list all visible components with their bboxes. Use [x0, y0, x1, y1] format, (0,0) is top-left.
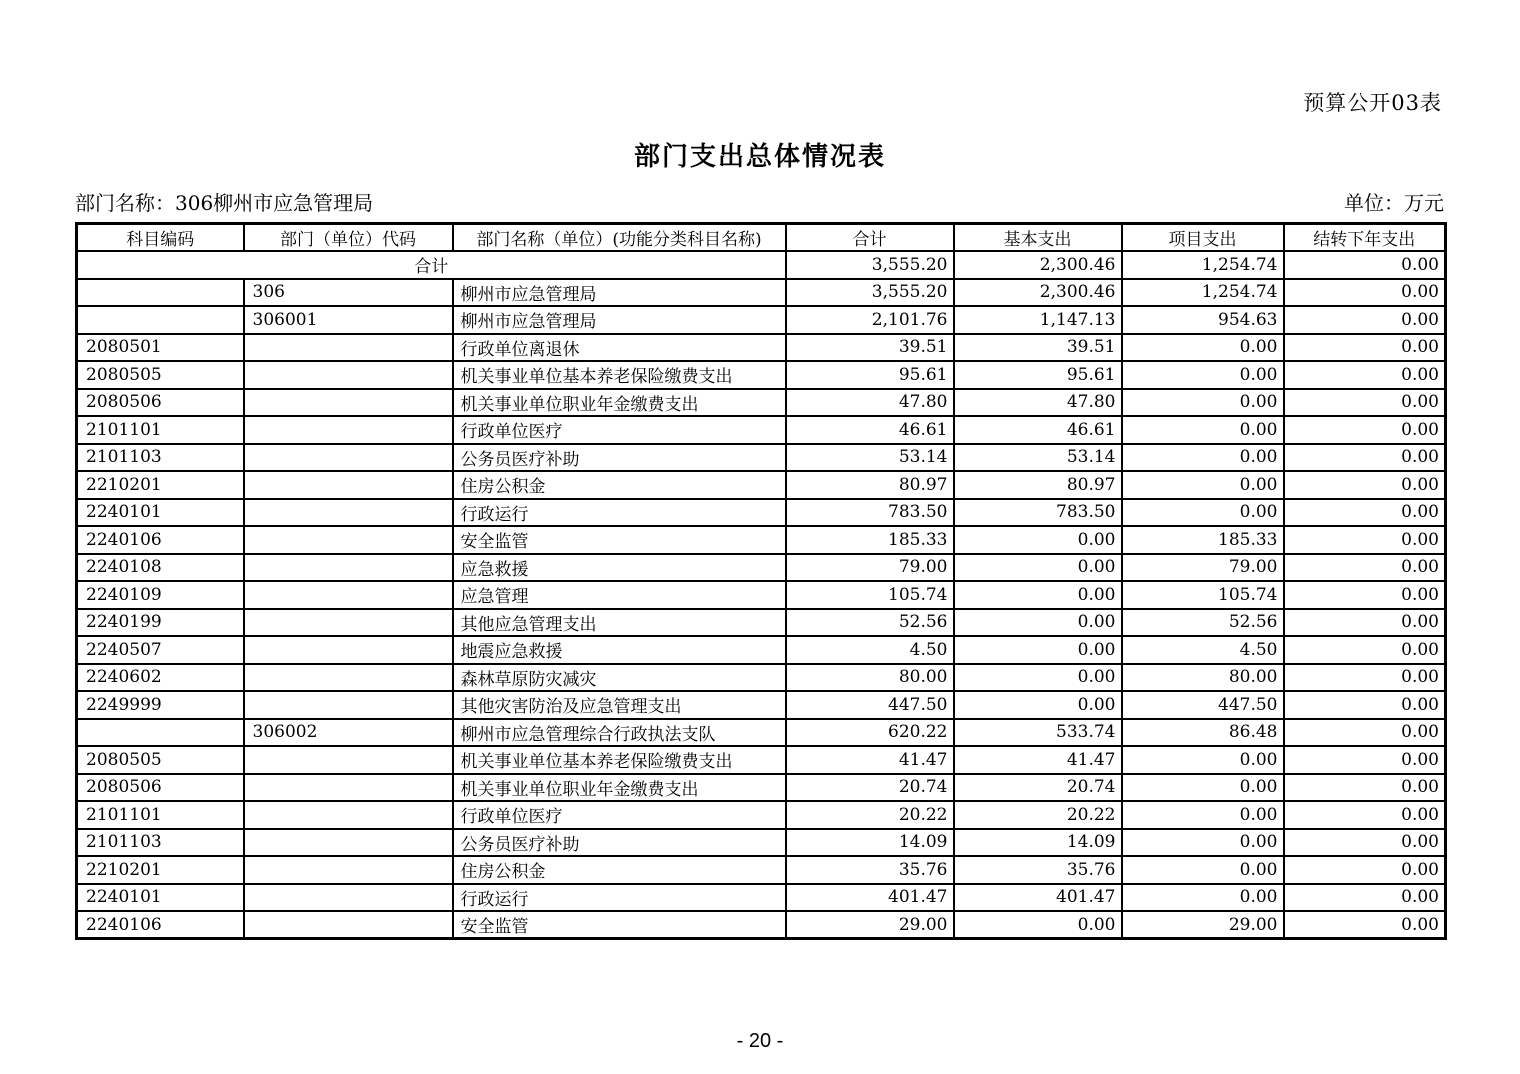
carryover-expense-cell: 0.00 [1284, 306, 1446, 334]
total-amount-cell: 14.09 [786, 829, 954, 857]
total-amount-cell: 2,101.76 [786, 306, 954, 334]
subject-code-cell [77, 306, 244, 334]
dept-code-cell [244, 334, 453, 362]
header-dept-code: 部门（单位）代码 [244, 224, 453, 252]
project-expense-cell: 1,254.74 [1122, 251, 1284, 279]
subject-code-cell: 2101101 [77, 416, 244, 444]
carryover-expense-cell: 0.00 [1284, 334, 1446, 362]
carryover-expense-cell: 0.00 [1284, 829, 1446, 857]
basic-expense-cell: 80.97 [954, 471, 1122, 499]
basic-expense-cell: 14.09 [954, 829, 1122, 857]
carryover-expense-cell: 0.00 [1284, 719, 1446, 747]
dept-code-cell [244, 829, 453, 857]
project-expense-cell: 86.48 [1122, 719, 1284, 747]
total-amount-cell: 80.00 [786, 664, 954, 692]
department-name-label: 部门名称：306柳州市应急管理局 [75, 191, 374, 215]
dept-code-cell [244, 856, 453, 884]
table-row [77, 774, 1446, 802]
dept-code-cell [244, 526, 453, 554]
dept-code-cell [244, 361, 453, 389]
table-meta-row [75, 187, 1444, 216]
table-row [77, 801, 1446, 829]
total-amount-cell: 53.14 [786, 444, 954, 472]
total-amount-cell: 105.74 [786, 581, 954, 609]
subject-code-cell: 2080505 [77, 361, 244, 389]
dept-code-cell: 306001 [244, 306, 453, 334]
carryover-expense-cell: 0.00 [1284, 774, 1446, 802]
carryover-expense-cell: 0.00 [1284, 664, 1446, 692]
dept-name-cell: 机关事业单位基本养老保险缴费支出 [453, 746, 786, 774]
table-row [77, 746, 1446, 774]
table-row [77, 361, 1446, 389]
table-row [77, 856, 1446, 884]
carryover-expense-cell: 0.00 [1284, 554, 1446, 582]
carryover-expense-cell: 0.00 [1284, 279, 1446, 307]
carryover-expense-cell: 0.00 [1284, 691, 1446, 719]
dept-name-cell: 行政单位医疗 [453, 416, 786, 444]
table-row-grand-total [77, 251, 1446, 279]
table-header [77, 224, 1446, 252]
carryover-expense-cell: 0.00 [1284, 389, 1446, 417]
dept-name-cell: 住房公积金 [453, 856, 786, 884]
basic-expense-cell: 0.00 [954, 636, 1122, 664]
dept-code-cell [244, 691, 453, 719]
subject-code-cell: 2240101 [77, 884, 244, 912]
header-carryover-expense: 结转下年支出 [1284, 224, 1446, 252]
subject-code-cell: 2240108 [77, 554, 244, 582]
table-row [77, 444, 1446, 472]
basic-expense-cell: 0.00 [954, 911, 1122, 939]
dept-name-cell: 安全监管 [453, 526, 786, 554]
project-expense-cell: 0.00 [1122, 829, 1284, 857]
subject-code-cell: 2240109 [77, 581, 244, 609]
dept-name-cell: 安全监管 [453, 911, 786, 939]
subject-code-cell: 2240101 [77, 499, 244, 527]
basic-expense-cell: 53.14 [954, 444, 1122, 472]
total-amount-cell: 29.00 [786, 911, 954, 939]
table-row [77, 279, 1446, 307]
subject-code-cell: 2240199 [77, 609, 244, 637]
header-basic-expense: 基本支出 [954, 224, 1122, 252]
table-row [77, 306, 1446, 334]
subject-code-cell: 2101103 [77, 444, 244, 472]
project-expense-cell: 52.56 [1122, 609, 1284, 637]
carryover-expense-cell: 0.00 [1284, 746, 1446, 774]
table-row [77, 884, 1446, 912]
table-row [77, 499, 1446, 527]
project-expense-cell: 0.00 [1122, 884, 1284, 912]
dept-code-cell [244, 554, 453, 582]
table-row [77, 554, 1446, 582]
project-expense-cell: 447.50 [1122, 691, 1284, 719]
basic-expense-cell: 20.74 [954, 774, 1122, 802]
dept-code-cell: 306 [244, 279, 453, 307]
basic-expense-cell: 41.47 [954, 746, 1122, 774]
subject-code-cell: 2210201 [77, 471, 244, 499]
table-row [77, 609, 1446, 637]
subject-code-cell: 2080505 [77, 746, 244, 774]
dept-code-cell [244, 471, 453, 499]
dept-name-cell: 行政单位医疗 [453, 801, 786, 829]
total-amount-cell: 4.50 [786, 636, 954, 664]
total-amount-cell: 447.50 [786, 691, 954, 719]
dept-name-cell: 行政单位离退休 [453, 334, 786, 362]
dept-name-cell: 其他灾害防治及应急管理支出 [453, 691, 786, 719]
dept-code-cell [244, 636, 453, 664]
budget-expenditure-table [75, 222, 1447, 940]
dept-code-cell [244, 664, 453, 692]
project-expense-cell: 4.50 [1122, 636, 1284, 664]
total-amount-cell: 52.56 [786, 609, 954, 637]
carryover-expense-cell: 0.00 [1284, 581, 1446, 609]
basic-expense-cell: 533.74 [954, 719, 1122, 747]
total-amount-cell: 35.76 [786, 856, 954, 884]
carryover-expense-cell: 0.00 [1284, 636, 1446, 664]
table-row [77, 581, 1446, 609]
total-amount-cell: 401.47 [786, 884, 954, 912]
table-row [77, 471, 1446, 499]
project-expense-cell: 29.00 [1122, 911, 1284, 939]
basic-expense-cell: 0.00 [954, 581, 1122, 609]
carryover-expense-cell: 0.00 [1284, 801, 1446, 829]
basic-expense-cell: 20.22 [954, 801, 1122, 829]
table-row [77, 664, 1446, 692]
basic-expense-cell: 2,300.46 [954, 279, 1122, 307]
subject-code-cell: 2101103 [77, 829, 244, 857]
grand-total-label: 合计 [77, 251, 786, 279]
carryover-expense-cell: 0.00 [1284, 444, 1446, 472]
dept-code-cell [244, 801, 453, 829]
dept-name-cell: 公务员医疗补助 [453, 444, 786, 472]
dept-name-cell: 柳州市应急管理综合行政执法支队 [453, 719, 786, 747]
dept-name-cell: 机关事业单位职业年金缴费支出 [453, 774, 786, 802]
project-expense-cell: 1,254.74 [1122, 279, 1284, 307]
total-amount-cell: 46.61 [786, 416, 954, 444]
header-project-expense: 项目支出 [1122, 224, 1284, 252]
dept-name-cell: 机关事业单位基本养老保险缴费支出 [453, 361, 786, 389]
total-amount-cell: 39.51 [786, 334, 954, 362]
project-expense-cell: 0.00 [1122, 444, 1284, 472]
carryover-expense-cell: 0.00 [1284, 609, 1446, 637]
basic-expense-cell: 47.80 [954, 389, 1122, 417]
table-row [77, 691, 1446, 719]
dept-name-cell: 其他应急管理支出 [453, 609, 786, 637]
page-title: 部门支出总体情况表 [633, 142, 886, 172]
dept-code-cell [244, 416, 453, 444]
subject-code-cell: 2080506 [77, 389, 244, 417]
carryover-expense-cell: 0.00 [1284, 856, 1446, 884]
dept-code-cell [244, 746, 453, 774]
dept-code-cell [244, 911, 453, 939]
dept-name-cell: 应急管理 [453, 581, 786, 609]
total-amount-cell: 95.61 [786, 361, 954, 389]
basic-expense-cell: 401.47 [954, 884, 1122, 912]
basic-expense-cell: 35.76 [954, 856, 1122, 884]
total-amount-cell: 79.00 [786, 554, 954, 582]
basic-expense-cell: 46.61 [954, 416, 1122, 444]
carryover-expense-cell: 0.00 [1284, 526, 1446, 554]
total-amount-cell: 20.22 [786, 801, 954, 829]
dept-code-cell: 306002 [244, 719, 453, 747]
project-expense-cell: 0.00 [1122, 334, 1284, 362]
header-dept-name: 部门名称（单位）(功能分类科目名称) [453, 224, 786, 252]
dept-code-cell [244, 774, 453, 802]
table-row [77, 334, 1446, 362]
carryover-expense-cell: 0.00 [1284, 471, 1446, 499]
project-expense-cell: 0.00 [1122, 499, 1284, 527]
unit-label: 单位：万元 [1344, 191, 1444, 215]
total-amount-cell: 185.33 [786, 526, 954, 554]
subject-code-cell: 2240507 [77, 636, 244, 664]
dept-name-cell: 森林草原防灾减灾 [453, 664, 786, 692]
form-number-label: 预算公开03表 [1303, 91, 1442, 115]
table-row [77, 829, 1446, 857]
table-row [77, 526, 1446, 554]
project-expense-cell: 0.00 [1122, 856, 1284, 884]
total-amount-cell: 41.47 [786, 746, 954, 774]
basic-expense-cell: 1,147.13 [954, 306, 1122, 334]
table-row [77, 636, 1446, 664]
project-expense-cell: 0.00 [1122, 774, 1284, 802]
subject-code-cell [77, 719, 244, 747]
project-expense-cell: 954.63 [1122, 306, 1284, 334]
subject-code-cell: 2240106 [77, 526, 244, 554]
basic-expense-cell: 0.00 [954, 691, 1122, 719]
total-amount-cell: 20.74 [786, 774, 954, 802]
carryover-expense-cell: 0.00 [1284, 416, 1446, 444]
subject-code-cell: 2249999 [77, 691, 244, 719]
header-subject-code: 科目编码 [77, 224, 244, 252]
project-expense-cell: 0.00 [1122, 746, 1284, 774]
basic-expense-cell: 783.50 [954, 499, 1122, 527]
total-amount-cell: 47.80 [786, 389, 954, 417]
dept-name-cell: 地震应急救援 [453, 636, 786, 664]
total-amount-cell: 3,555.20 [786, 279, 954, 307]
total-amount-cell: 620.22 [786, 719, 954, 747]
carryover-expense-cell: 0.00 [1284, 251, 1446, 279]
dept-name-cell: 行政运行 [453, 884, 786, 912]
project-expense-cell: 185.33 [1122, 526, 1284, 554]
dept-code-cell [244, 581, 453, 609]
dept-name-cell: 行政运行 [453, 499, 786, 527]
subject-code-cell: 2240106 [77, 911, 244, 939]
project-expense-cell: 79.00 [1122, 554, 1284, 582]
dept-name-cell: 应急救援 [453, 554, 786, 582]
subject-code-cell: 2240602 [77, 664, 244, 692]
dept-name-cell: 住房公积金 [453, 471, 786, 499]
basic-expense-cell: 0.00 [954, 554, 1122, 582]
page-number: - 20 - [736, 1030, 784, 1052]
dept-code-cell [244, 444, 453, 472]
dept-code-cell [244, 499, 453, 527]
subject-code-cell: 2210201 [77, 856, 244, 884]
carryover-expense-cell: 0.00 [1284, 911, 1446, 939]
dept-name-cell: 机关事业单位职业年金缴费支出 [453, 389, 786, 417]
basic-expense-cell: 95.61 [954, 361, 1122, 389]
table-row [77, 389, 1446, 417]
basic-expense-cell: 2,300.46 [954, 251, 1122, 279]
subject-code-cell: 2080501 [77, 334, 244, 362]
dept-name-cell: 公务员医疗补助 [453, 829, 786, 857]
dept-code-cell [244, 389, 453, 417]
dept-code-cell [244, 884, 453, 912]
project-expense-cell: 0.00 [1122, 361, 1284, 389]
carryover-expense-cell: 0.00 [1284, 884, 1446, 912]
project-expense-cell: 80.00 [1122, 664, 1284, 692]
dept-name-cell: 柳州市应急管理局 [453, 279, 786, 307]
table-row [77, 911, 1446, 939]
total-amount-cell: 80.97 [786, 471, 954, 499]
basic-expense-cell: 0.00 [954, 526, 1122, 554]
header-total: 合计 [786, 224, 954, 252]
basic-expense-cell: 0.00 [954, 609, 1122, 637]
project-expense-cell: 0.00 [1122, 389, 1284, 417]
table-header-row [77, 224, 1446, 252]
project-expense-cell: 0.00 [1122, 801, 1284, 829]
table-body [77, 251, 1446, 939]
project-expense-cell: 0.00 [1122, 416, 1284, 444]
subject-code-cell: 2080506 [77, 774, 244, 802]
total-amount-cell: 3,555.20 [786, 251, 954, 279]
project-expense-cell: 105.74 [1122, 581, 1284, 609]
basic-expense-cell: 39.51 [954, 334, 1122, 362]
carryover-expense-cell: 0.00 [1284, 361, 1446, 389]
dept-name-cell: 柳州市应急管理局 [453, 306, 786, 334]
dept-code-cell [244, 609, 453, 637]
basic-expense-cell: 0.00 [954, 664, 1122, 692]
carryover-expense-cell: 0.00 [1284, 499, 1446, 527]
table-row [77, 416, 1446, 444]
project-expense-cell: 0.00 [1122, 471, 1284, 499]
subject-code-cell [77, 279, 244, 307]
table-row [77, 719, 1446, 747]
subject-code-cell: 2101101 [77, 801, 244, 829]
total-amount-cell: 783.50 [786, 499, 954, 527]
